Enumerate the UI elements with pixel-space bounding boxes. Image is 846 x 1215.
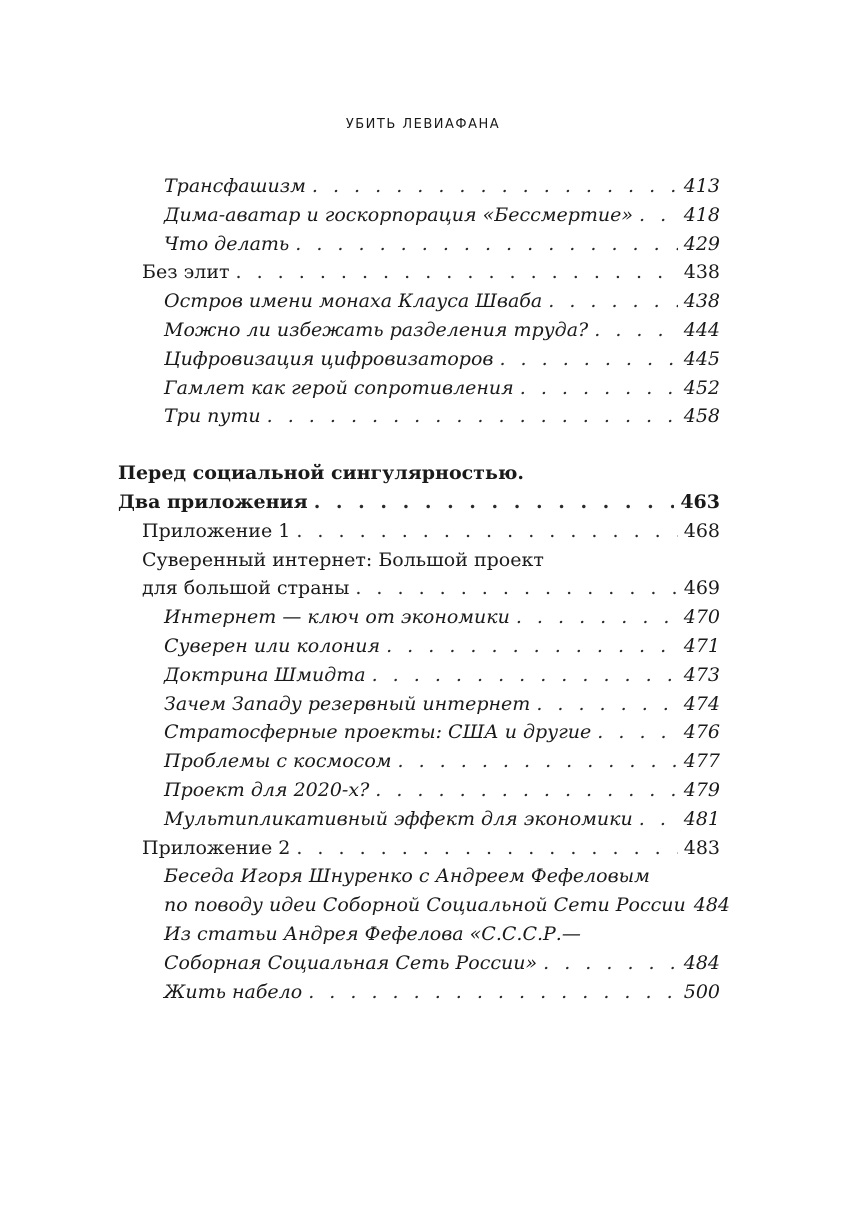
- toc-entry: [118, 287, 720, 316]
- toc-page: 469: [683, 577, 720, 600]
- toc-title: Без элит: [142, 261, 230, 284]
- toc-page: 479: [683, 778, 720, 801]
- toc-title: Интернет — ключ от экономики: [164, 606, 510, 629]
- toc-page: 481: [683, 807, 720, 830]
- leader-dots: [639, 805, 678, 834]
- toc-page: 413: [683, 175, 720, 197]
- leader-dots: [236, 258, 678, 287]
- toc-page: 438: [683, 261, 720, 284]
- toc-entry: [118, 747, 720, 776]
- toc-title: Гамлет как герой сопротивления: [164, 376, 514, 399]
- toc-title: Зачем Западу резервный интернет: [164, 692, 531, 715]
- toc-entry: [118, 632, 720, 661]
- table-of-contents: [118, 172, 730, 1006]
- toc-entry: [118, 661, 720, 690]
- toc-entry: [118, 258, 720, 287]
- leader-dots: [499, 345, 677, 374]
- toc-entry: [118, 488, 720, 517]
- toc-entry: [118, 230, 720, 259]
- leader-dots: [314, 488, 675, 517]
- toc-title-line: Беседа Игоря Шнуренко с Андреем Фефеловым: [164, 865, 650, 888]
- leader-dots: [386, 632, 678, 661]
- toc-page: 418: [683, 203, 720, 226]
- toc-page: 483: [683, 836, 720, 859]
- leader-dots: [520, 374, 678, 403]
- toc-title-line: Суверенный интернет: Большой проект: [142, 548, 544, 571]
- toc-entry: [118, 402, 720, 431]
- toc-title: Что делать: [164, 232, 290, 255]
- toc-title: Трансфашизм: [164, 175, 306, 197]
- leader-dots: [295, 230, 677, 259]
- toc-page: 458: [683, 405, 720, 428]
- toc-title: Два приложения: [118, 490, 308, 513]
- leader-dots: [375, 776, 677, 805]
- toc-entry: [118, 805, 720, 834]
- leader-dots: [548, 287, 678, 316]
- leader-dots: [267, 402, 678, 431]
- toc-page: 471: [683, 634, 720, 657]
- toc-page: 463: [680, 490, 720, 513]
- toc-title: Проблемы с космосом: [164, 750, 392, 773]
- toc-title: Суверен или колония: [164, 634, 381, 657]
- toc-title-line: Из статьи Андрея Фефелова «С.С.С.Р.—: [164, 922, 581, 945]
- toc-title: Приложение 2: [142, 836, 291, 859]
- leader-dots: [312, 172, 678, 201]
- toc-entry: [118, 517, 720, 546]
- toc-page: 473: [683, 663, 720, 686]
- toc-title: Можно ли избежать разделения труда?: [164, 318, 589, 341]
- toc-title: Стратосферные проекты: США и другие: [164, 721, 592, 744]
- toc-title: для большой страны: [142, 577, 350, 600]
- toc-title: Мультипликативный эффект для экономики: [164, 807, 633, 830]
- toc-title: Проект для 2020-х?: [164, 778, 370, 801]
- toc-entry: [118, 718, 720, 747]
- leader-dots: [296, 834, 677, 863]
- toc-title: Жить набело: [164, 980, 303, 1003]
- toc-page: 484: [683, 951, 720, 974]
- toc-title: Соборная Социальная Сеть России»: [164, 951, 538, 974]
- leader-dots: [296, 517, 677, 546]
- toc-title: по поводу идеи Соборной Социальной Сети России: [164, 894, 686, 917]
- toc-page: 445: [683, 347, 720, 370]
- toc-page: 474: [683, 692, 720, 715]
- toc-entry: [118, 201, 720, 230]
- toc-entry: [118, 374, 720, 403]
- toc-entry: [118, 891, 730, 920]
- section-gap: [118, 431, 720, 459]
- toc-page: 476: [683, 721, 720, 744]
- toc-entry: [118, 949, 720, 978]
- toc-entry: [118, 345, 720, 374]
- toc-title: Цифровизация цифровизаторов: [164, 347, 494, 370]
- toc-entry: [118, 834, 720, 863]
- toc-page: 477: [683, 750, 720, 773]
- leader-dots: [355, 574, 677, 603]
- toc-page: 484: [693, 894, 730, 917]
- toc-title: Дима-аватар и госкорпорация «Бессмертие»: [164, 203, 634, 226]
- leader-dots: [398, 747, 678, 776]
- toc-title: Три пути: [164, 405, 261, 428]
- toc-entry: [118, 316, 720, 345]
- toc-entry: [118, 574, 720, 603]
- running-head: УБИТЬ ЛЕВИАФАНА: [345, 117, 501, 132]
- toc-page: 429: [683, 232, 720, 255]
- toc-entry: [118, 978, 720, 1007]
- toc-page: 452: [683, 376, 720, 399]
- toc-title: Доктрина Шмидта: [164, 663, 366, 686]
- toc-page: 500: [683, 980, 720, 1003]
- toc-entry: [118, 172, 720, 201]
- leader-dots: [597, 718, 677, 747]
- toc-part-title: Перед социальной сингулярностью.: [118, 462, 524, 485]
- toc-page: 470: [683, 606, 720, 629]
- toc-page: 438: [683, 290, 720, 313]
- toc-entry: [118, 603, 720, 632]
- leader-dots: [594, 316, 678, 345]
- toc-page: 468: [683, 519, 720, 542]
- toc-title: Приложение 1: [142, 519, 291, 542]
- leader-dots: [516, 603, 678, 632]
- leader-dots: [308, 978, 678, 1007]
- toc-title: Остров имени монаха Клауса Шваба: [164, 290, 543, 313]
- leader-dots: [543, 949, 678, 978]
- leader-dots: [372, 661, 678, 690]
- leader-dots: [536, 690, 677, 719]
- toc-entry: [118, 690, 720, 719]
- toc-entry: [118, 776, 720, 805]
- toc-page: 444: [683, 318, 720, 341]
- leader-dots: [639, 201, 678, 230]
